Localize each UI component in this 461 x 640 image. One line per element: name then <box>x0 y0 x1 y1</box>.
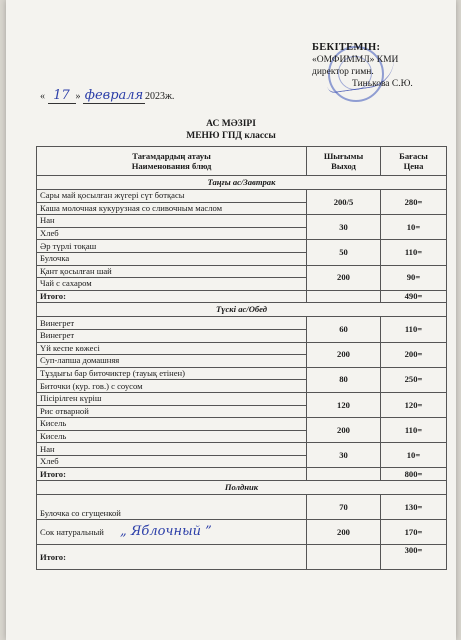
section-lunch: Түскі ас/Обед <box>37 303 447 317</box>
col-name-kz: Тағамдардың атауы <box>132 151 211 161</box>
dish-kz: Тұздығы бар биточиктер (тауық етінен) <box>37 367 307 380</box>
dish-ru: Хлеб <box>37 227 307 240</box>
col-name-header <box>37 147 307 176</box>
dish-yield: 30 <box>307 215 381 240</box>
col-yield-ru: Выход <box>331 161 356 171</box>
approval-title: БЕКІТЕМІН: <box>312 42 381 53</box>
date-day: 17 <box>48 88 76 104</box>
table-header-row <box>37 147 447 176</box>
section-row <box>37 481 447 495</box>
total-price: 300= <box>381 545 447 570</box>
approval-block <box>312 42 452 90</box>
date-quote-close: » <box>75 91 81 102</box>
table-row <box>37 190 447 203</box>
dish-price: 110= <box>381 240 447 265</box>
total-empty <box>307 468 381 481</box>
menu-sheet <box>6 0 456 640</box>
total-row <box>37 545 447 570</box>
total-price: 490= <box>381 290 447 303</box>
dish-kz: Қант қосылған шай <box>37 265 307 278</box>
dish-yield: 200/5 <box>307 190 381 215</box>
col-price-header <box>381 147 447 176</box>
table-row <box>37 265 447 278</box>
dish-name: Булочка со сгущенкой <box>37 495 307 520</box>
col-name-ru: Наименования блюд <box>131 161 212 171</box>
date-month: февраля <box>84 88 144 103</box>
dish-yield: 50 <box>307 240 381 265</box>
dish-name <box>37 520 307 545</box>
section-row <box>37 303 447 317</box>
date-year: 2023ж. <box>145 91 175 102</box>
approval-org: «ОМФИММЛ» КМИ <box>312 55 399 65</box>
dish-yield: 200 <box>307 418 381 443</box>
table-row <box>37 215 447 228</box>
dish-ru: Чай с сахаром <box>37 278 307 291</box>
dish-kz: Винегрет <box>37 317 307 330</box>
dish-yield: 200 <box>307 265 381 290</box>
dish-yield: 200 <box>307 342 381 367</box>
table-row <box>37 495 447 520</box>
table-row <box>37 367 447 380</box>
total-label: Итого: <box>37 468 307 481</box>
dish-price: 120= <box>381 392 447 417</box>
table-row <box>37 317 447 330</box>
total-label: Итого: <box>37 545 307 570</box>
total-price: 800= <box>381 468 447 481</box>
dish-kz: Сары май қосылған жүгері сүт ботқасы <box>37 190 307 203</box>
dish-kz: Кисель <box>37 418 307 431</box>
dish-ru: Рис отварной <box>37 405 307 418</box>
col-yield-kz: Шығымы <box>323 151 364 161</box>
dish-ru: Хлеб <box>37 455 307 468</box>
dish-price: 170= <box>381 520 447 545</box>
dish-ru: Булочка <box>37 252 307 265</box>
dish-price: 130= <box>381 495 447 520</box>
dish-yield: 30 <box>307 443 381 468</box>
total-row <box>37 468 447 481</box>
dish-price: 10= <box>381 443 447 468</box>
menu-table <box>36 146 447 570</box>
section-row <box>37 176 447 190</box>
dish-name-text: Сок натуральный <box>40 527 104 538</box>
dish-yield: 200 <box>307 520 381 545</box>
dish-kz: Нан <box>37 215 307 228</box>
dish-price: 90= <box>381 265 447 290</box>
dish-ru: Кисель <box>37 430 307 443</box>
total-empty <box>307 545 381 570</box>
dish-yield: 70 <box>307 495 381 520</box>
page-title <box>6 118 456 142</box>
col-yield-header <box>307 147 381 176</box>
table-row <box>37 240 447 253</box>
section-snack: Полдник <box>37 481 447 495</box>
dish-price: 10= <box>381 215 447 240</box>
total-row <box>37 290 447 303</box>
title-ru: МЕНЮ ГПД классы <box>186 131 276 141</box>
total-label: Итого: <box>37 290 307 303</box>
col-price-kz: Бағасы <box>399 151 428 161</box>
col-price-ru: Цена <box>403 161 424 171</box>
dish-ru: Винегрет <box>37 329 307 342</box>
dish-yield: 60 <box>307 317 381 342</box>
dish-kz: Нан <box>37 443 307 456</box>
dish-price: 110= <box>381 317 447 342</box>
dish-price: 250= <box>381 367 447 392</box>
dish-ru: Суп-лапша домашняя <box>37 355 307 368</box>
dish-kz: Әр түрлі тоқаш <box>37 240 307 253</box>
table-row <box>37 443 447 456</box>
dish-yield: 120 <box>307 392 381 417</box>
table-row <box>37 392 447 405</box>
title-kz: АС МӘЗІРІ <box>206 119 256 129</box>
table-row <box>37 520 447 545</box>
dish-price: 110= <box>381 418 447 443</box>
dish-note: „ Яблочный ” <box>120 524 212 540</box>
table-row <box>37 342 447 355</box>
dish-ru: Биточки (кур. гов.) с соусом <box>37 380 307 393</box>
date-quote-open: « <box>40 91 45 102</box>
dish-yield: 80 <box>307 367 381 392</box>
date-line <box>40 88 174 104</box>
approval-name: Тинькова С.Ю. <box>352 79 413 89</box>
dish-price: 280= <box>381 190 447 215</box>
approval-position: директор гимн. <box>312 67 374 77</box>
section-breakfast: Таңғы ас/Завтрак <box>37 176 447 190</box>
dish-price: 200= <box>381 342 447 367</box>
table-row <box>37 418 447 431</box>
total-empty <box>307 290 381 303</box>
dish-kz: Пісірілген күріш <box>37 392 307 405</box>
dish-ru: Каша молочная кукурузная со сливочным маслом <box>37 202 307 215</box>
dish-kz: Үй кеспе көжесі <box>37 342 307 355</box>
